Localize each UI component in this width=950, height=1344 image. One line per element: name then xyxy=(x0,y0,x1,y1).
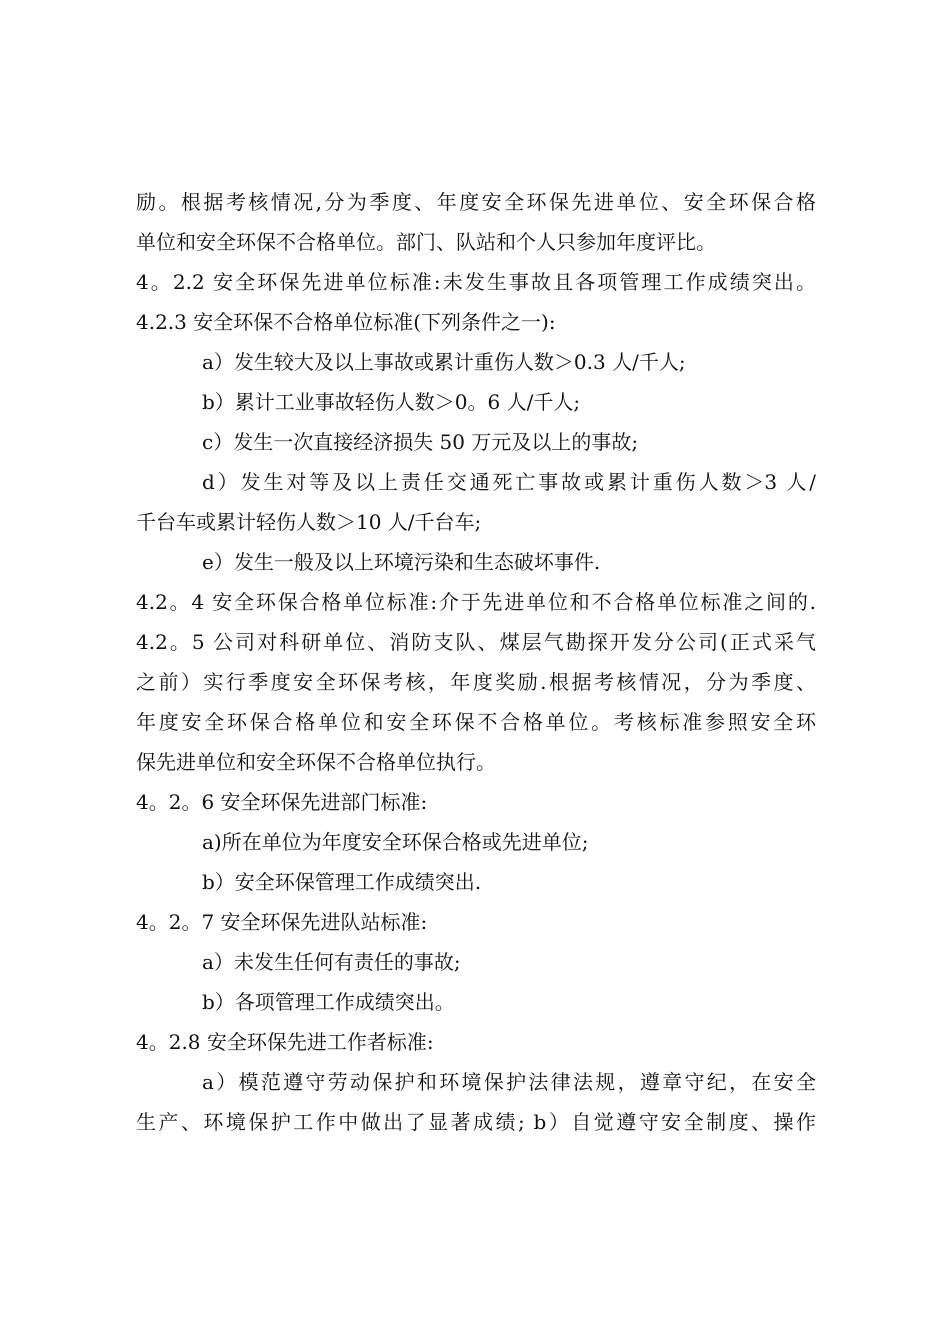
list-item-d-continued: 千台车或累计轻伤人数＞10 人/千台车; xyxy=(136,510,482,534)
list-item-d: d）发生对等及以上责任交通死亡事故或累计重伤人数＞3 人/ xyxy=(202,470,816,494)
section-4-2-2-line: 4。2.2 安全环保先进单位标准:未发生事故且各项管理工作成绩突出。 xyxy=(136,270,816,294)
list-item-e: e）发生一般及以上环境污染和生态破坏事件. xyxy=(202,550,601,574)
paragraph-line: 保先进单位和安全环保不合格单位执行。 xyxy=(136,750,496,774)
section-4-2-4-line: 4.2。4 安全环保合格单位标准:介于先进单位和不合格单位标准之间的. xyxy=(136,590,816,614)
list-item-a: a）发生较大及以上事故或累计重伤人数＞0.3 人/千人; xyxy=(202,350,686,374)
paragraph-line: 单位和安全环保不合格单位。部门、队站和个人只参加年度评比。 xyxy=(136,230,716,254)
paragraph-line: 励。根据考核情况,分为季度、年度安全环保先进单位、安全环保合格 xyxy=(136,190,816,214)
section-4-2-8-heading: 4。2.8 安全环保先进工作者标准: xyxy=(136,1030,434,1054)
list-item-a: a）未发生任何有责任的事故; xyxy=(202,950,461,974)
list-item-a: a）模范遵守劳动保护和环境保护法律法规，遵章守纪，在安全 xyxy=(202,1070,816,1094)
section-4-2-5-line: 4.2。5 公司对科研单位、消防支队、煤层气勘探开发分公司(正式采气 xyxy=(136,630,816,654)
paragraph-line: 生产、环境保护工作中做出了显著成绩; b）自觉遵守安全制度、操作 xyxy=(136,1110,816,1134)
list-item-c: c）发生一次直接经济损失 50 万元及以上的事故; xyxy=(202,430,639,454)
section-4-2-7-heading: 4。2。7 安全环保先进队站标准: xyxy=(136,910,428,934)
list-item-b: b）累计工业事故轻伤人数＞0。6 人/千人; xyxy=(202,390,581,414)
list-item-b: b）各项管理工作成绩突出。 xyxy=(202,990,455,1014)
section-4-2-3-heading: 4.2.3 安全环保不合格单位标准(下列条件之一): xyxy=(136,310,556,334)
paragraph-line: 年度安全环保合格单位和安全环保不合格单位。考核标准参照安全环 xyxy=(136,710,816,734)
section-4-2-6-heading: 4。2。6 安全环保先进部门标准: xyxy=(136,790,428,814)
list-item-a: a)所在单位为年度安全环保合格或先进单位; xyxy=(202,830,589,854)
paragraph-line: 之前）实行季度安全环保考核，年度奖励.根据考核情况，分为季度、 xyxy=(136,670,816,694)
document-body xyxy=(136,182,816,1142)
list-item-b: b）安全环保管理工作成绩突出. xyxy=(202,870,482,894)
